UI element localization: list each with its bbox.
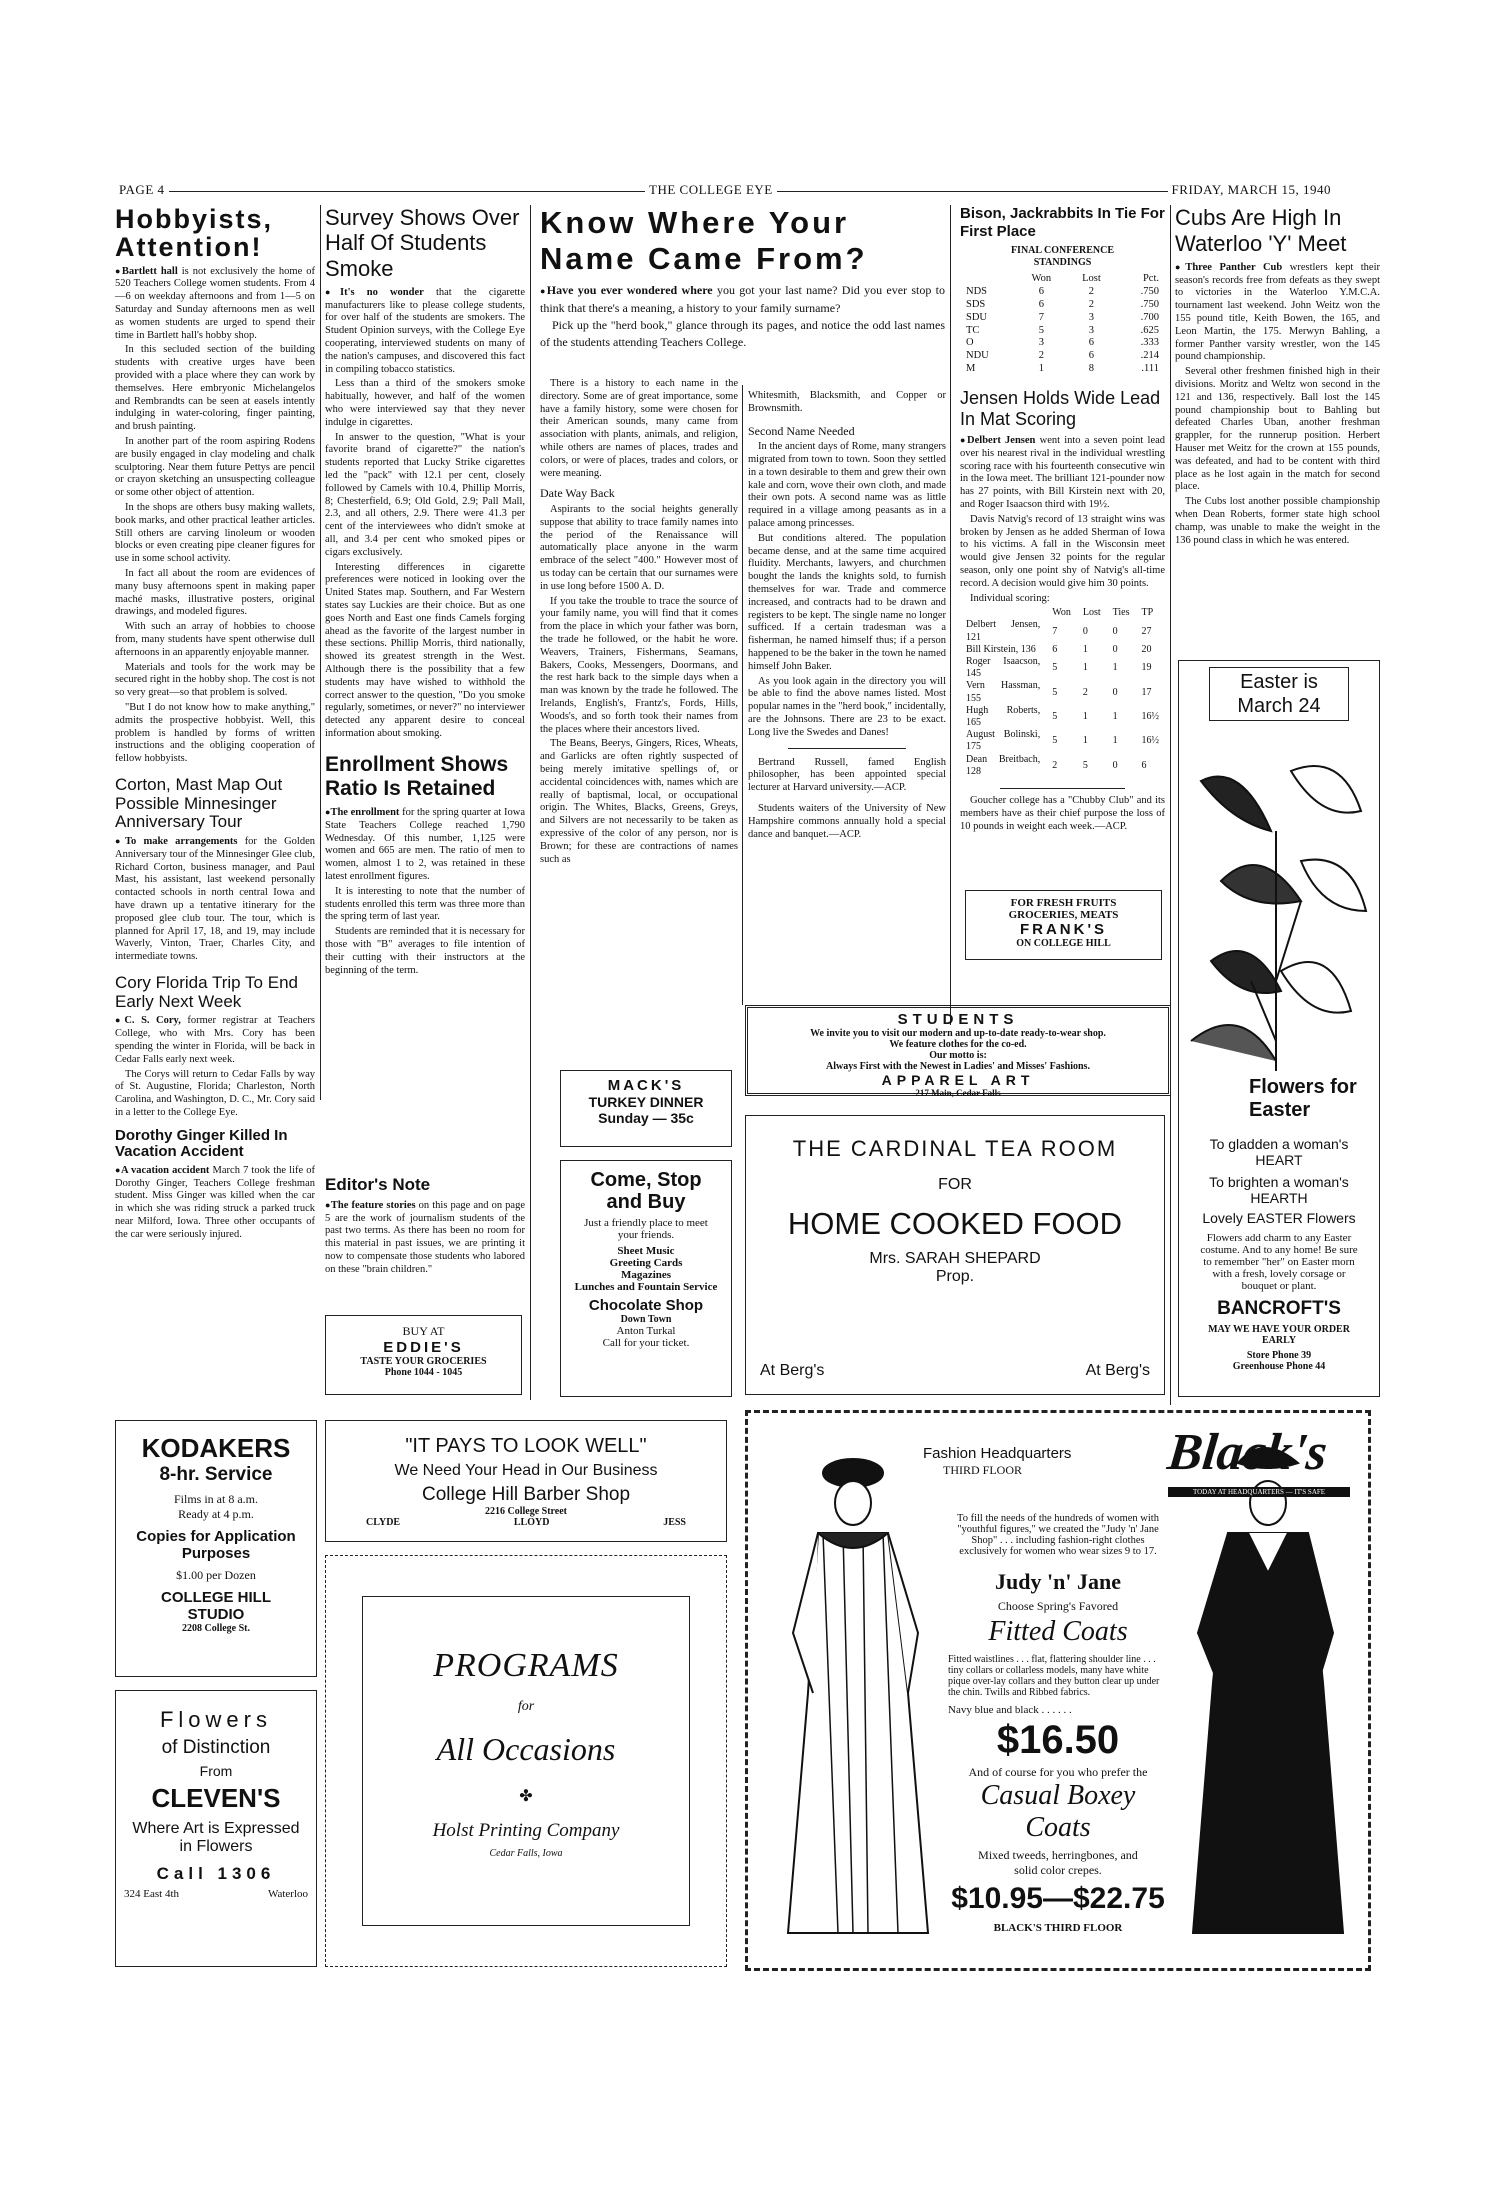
standings-row: M 1 8 .111: [966, 362, 1159, 374]
scoring-row: Hugh Roberts, 165 5 1 1 16½: [966, 704, 1159, 728]
bancrofts-easter-ad: Easter is March 24 Flowers for Easter To gladden a woman's HEART To brighten a woman's HEARTH Lovely EASTER Flowers Flowers add charm to any Easter costume. And to any home! Be sure to remember "her" on Easter morn with a fresh, lovely corsage or bouquet or plant. BANCROFT'S MAY WE HAVE YOUR ORDER EARLY Store Phone 39 Greenhouse Phone 44: [1178, 660, 1380, 1397]
scoring-row: Bill Kirstein, 136 6 1 0 20: [966, 643, 1152, 655]
issue-date: FRIDAY, MARCH 15, 1940: [1168, 182, 1335, 198]
name-article-col-b: Whitesmith, Blacksmith, and Copper or Brownsmith. Second Name Needed In the ancient days of Rome, many strangers migrated from town to town. Soon they settled in a town desirable to them and grew their own kale and corn, wove their own cloth, and made their own pots. A second name was as little required in a village among peasants as in a palace among princesses. But conditions altered. The population became dense, and at the same time acquired fluidity. Merchants, lawyers, and churchmen bought the lands the knights sold, to furnish themselves for war. Trade and commerce increased, and contracts had to be drawn and registers to be kept. The single name no longer sufficed. If a certain tradesman was a fisherman, he named himself thus; if a person happened to be the baker in the town he named himself John Baker. As you look again in the directory you will be able to find the above names listed. Most popular names in the "herd book," incidentally, are the Johnsons. There are 23 to be exact. Long live the Swedes and Danes! Bertrand Russell, famed English philosopher, has been appointed special lecturer at Harvard university.—ACP. Students waiters of the University of New Hampshire commons annually hold a special dance and banquet.—ACP.: [748, 390, 947, 840]
standings-row: NDS 6 2 .750: [966, 286, 1159, 298]
cory-headline: Cory Florida Trip To End Early Next Week: [115, 973, 298, 1011]
macks-ad: MACK'S TURKEY DINNER Sunday — 35c: [560, 1070, 732, 1147]
editor-note: Editor's Note ● The feature stories on this page and on page 5 are the work of journalism students of the past two terms. As there has been no room for this material in past issues, we are printing it now to compensate those students who labored on these "brain children.": [325, 1175, 525, 1305]
corton-headline: Corton, Mast Map Out Possible Minnesinger Anniversary Tour: [115, 774, 283, 832]
scoring-row: August Bolinski, 175 5 1 1 16½: [966, 729, 1159, 753]
name-article-head: Know Where Your Name Came From? ● Have you ever wondered where you got your last name? Did you ever stop to think that there's a meaning, a history to your family surname? Pick up the "herd book," glance through its pages, and notice the odd last names of the students attending Teachers College.: [540, 205, 945, 385]
masthead: [115, 180, 1335, 202]
blacks-fashion-ad: Fashion Headquarters THIRD FLOOR Black's TODAY AT HEADQUARTERS — IT'S SAFE To fill the needs of the hundreds of women with "youthful figures," we created the "Judy 'n' Jane Shop" . . . including fashion-right clothes exclusively for women who wear sizes 9 to 17. Judy 'n' Jane Choose Spring's Favored Fitted Coats Fitted waistlines . . . flat, flattering shoulder line . . . tiny collars or collarless models, many have white pique over-lay collars and they button clear up under the chin. Twills and Ribbed fabrics. Navy blue and black . . . . . . $16.50 And of course for you who prefer the Casual Boxey Coats Mixed tweeds, herringbones, and solid color crepes. $10.95—$22.75 BLACK'S THIRD FLOOR: [745, 1410, 1371, 1971]
column-1: Hobbyists, Attention! ● Bartlett hall is not exclusively the home of 520 Teachers College women students. From 4—6 on weekday afternoons and from 1—5 on Saturday and Sunday afternoons men as well as women students are urged to spend their time in Bartlett hall's hobby shop. In this secluded section of the building students with creative urges have been provided with a place where they can work by themselves. Here embryonic Michelangelos and Rembrandts can be seen at easels intently indulging in water-coloring, finger painting, and brush painting. In another part of the room aspiring Rodens are busily engaged in clay modeling and chalk sculptoring. Near them future Pettys are pencil or crayon sketching an unsuspecting colleague or some other object of attention. In the shops are others busy making wallets, book marks, and other practical leather articles. Still others are carving linoleum or wooden blocks or even creating pipe cleaner figures for use in some school activity. In fact all about the room are evidences of many busy afternoons spent in making paper maché masks, illustrative posters, original drawings, and modeled figures. With such an array of hobbies to choose from, many students have spent otherwise dull afternoons in an apparently enjoyable manner. Materials and tools for the work may be secured right in the hobby shop. The cost is not so very great—so that problem is solved. "But I do not know how to make anything," admits the prospective hobbyist. Well, this problem is handled by forms of written instructions and the obliging cooperation of fellow hobbyists. Corton, Mast Map Out Possible Minnesinger Anniversary Tour ● To make arrangements for the Golden Anniversary tour of the Minnesinger Glee club, Richard Corton, business manager, and Paul Mast, his assistant, last weekend personally contacted schools in north central Iowa and have drawn up a tentative itinerary for the proposed glee club tour. The tour, which is planned for April 17, 18, and 19, may include Waverly, Vinton, Traer, Charles City, and intermediate towns. Cory Florida Trip To End Early Next Week ● C. S. Cory, former registrar at Teachers College, who with Mrs. Cory has been spending the winter in Florida, will be back in Cedar Falls early next week. The Corys will return to Cedar Falls by way of St. Augustine, Florida; Charleston, North Carolina, and Washington, D. C., Mr. Cory said in a letter to the College Eye. Dorothy Ginger Killed In Vacation Accident ● A vacation accident March 7 took the life of Dorothy Ginger, Teachers College freshman student. Miss Ginger was killed when the car in which she was riding struck a parked truck near Milford, Iowa. Three other occupants of the car were seriously injured.: [115, 205, 315, 1095]
clevens-ad: Flowers of Distinction From CLEVEN'S Where Art is Expressed in Flowers Call 1306 324 East 4th Waterloo: [115, 1690, 317, 1967]
standings-row: SDU 7 3 .700: [966, 311, 1159, 323]
enrollment-headline: Enrollment Shows Ratio Is Retained: [325, 752, 509, 800]
lily-illustration: [1181, 741, 1376, 1071]
hobbyists-headline: Hobbyists, Attention!: [115, 204, 274, 263]
standings-row: NDU 2 6 .214: [966, 350, 1159, 362]
holst-printing-ad: PROGRAMS for All Occasions ✤ Holst Printing Company Cedar Falls, Iowa: [325, 1555, 727, 1967]
page-number: PAGE 4: [115, 182, 169, 198]
kodakers-ad: KODAKERS 8-hr. Service Films in at 8 a.m. Ready at 4 p.m. Copies for Application Purposes $1.00 per Dozen COLLEGE HILL STUDIO 2208 College St.: [115, 1420, 317, 1677]
scoring-row: Roger Isaacson, 145 5 1 1 19: [966, 656, 1152, 680]
woman-coat-illustration-right: [1168, 1433, 1358, 1953]
eddies-ad: BUY AT EDDIE'S TASTE YOUR GROCERIES Phone 1044 - 1045: [325, 1315, 522, 1395]
name-headline: Know Where Your Name Came From?: [540, 205, 868, 276]
scoring-row: Vern Hassman, 155 5 2 0 17: [966, 680, 1152, 704]
standings-row: TC 5 3 .625: [966, 324, 1159, 336]
ginger-headline: Dorothy Ginger Killed In Vacation Accident: [115, 1126, 288, 1161]
standings-row: SDS 6 2 .750: [966, 298, 1159, 310]
name-article-col-a: There is a history to each name in the directory. Some are of great importance, some have a family history, some were chosen for their American sounds, many came from association with plants, animals, and religion, while others are names of places, trades and colors, or were of places, trades and colors, or were meaning. Date Way Back Aspirants to the social heights generally suppose that ability to trace family names into the period of the Renaissance will automatically place anyone in the warm embrace of the select "400." However most of us today can be certain that our surnames were in use long before 1500 A. D. If you take the trouble to trace the source of your family name, you will find that it comes from the place in which your father was born, the trade he followed, or the habit he wore. Weavers, Trainers, Fishermans, Seamans, Bakers, Cooks, Messengers, Doormans, and the rest hark back to the simple days when a man was known by the trade he followed. The Irelands, English's, Frantz's, Fords, Hills, Woods's, and so forth took their names from the places where their ancestors lived. The Beans, Beerys, Gingers, Rices, Wheats, and Garlicks are often rightly suspected of being merely imitative spellings of, or accidental coincidences with, names which are really of baptismal, local, or occupational origin. The Whites, Blacks, Greens, Greys, and Silvers are not necessarily to be taken as expressive of the color of any person, nor is Brown; for these are contractions of names such as: [540, 378, 738, 865]
chocolate-shop-ad: Come, Stop and Buy Just a friendly place to meet your friends. Sheet Music Greeting Cards Magazines Lunches and Fountain Service Chocolate Shop Down Town Anton Turkal Call for your ticket.: [560, 1160, 732, 1397]
scoring-table: Won Lost Ties TP Delbert Jensen, 121 7 0 0 27 Bill Kirstein, 136 6 1 0 20 Roger Isaacson, 145 5 1 1 19 Vern Hassman, 155 5 2 0 17 Hugh Roberts, 165 5 1 1 16½ August Bolinski, 175 5 1 1 16½ Dean Breitbach, 128 2 5 0 6: [960, 607, 1165, 778]
column-2: Survey Shows Over Half Of Students Smoke ● It's no wonder that the cigarette manufacturers like to please college students, for over half of the students are smokers. The Student Opinion surveys, with the College Eye cooperating, interviewed students on many of the nation's campuses, and discovered this fact in compiling tobacco statistics. Less than a third of the smokers smoke habitually, however, and half of the women who were interviewed say that they never indulge in cigarettes. In answer to the question, "What is your favorite brand of cigarette?" the nation's students reported that Lucky Strike cigarettes led the "pack" with 12.1 per cent, closely followed by Camels with 10.4, Phillip Morris, 8; Chesterfield, 6.9; Old Gold, 2.9; Pall Mall, 2.3, and all others, 2.9. There were 41.3 per cent of the interviewees who didn't smoke at all, and 3.4 per cent who smoked pipes or cigars exclusively. Interesting differences in cigarette preferences were noticed in looking over the United States map. Southern, and Far Western states say Luckies are their choice. But as one goes North and East one finds Camels forging ahead as the favorite of the largest number in these sections. Phillip Morris, third nationally, showed its greatest strength in the West. Although there is the possibility that a few students may have wished to withhold the correct answer to the question, "Do you smoke regularly, sometimes, or never?" no interviewer detected any apparent desire to conceal information about smoking. Enrollment Shows Ratio Is Retained ● The enrollment for the spring quarter at Iowa State Teachers College reached 1,790 Wednesday. Of this number, 1,125 were women and 665 are men. The ratio of men to women, almost 1 to 2, was retained in these latest enrollment figures. It is interesting to note that the number of students enrolled this term was three more than the spring term of last year. Students are reminded that it is necessary for those with "B" averages to file intention of their cutting with their instructors at the beginning of the term.: [325, 205, 525, 860]
apparel-art-ad: STUDENTS We invite you to visit our modern and up-to-date ready-to-wear shop. We feature clothes for the co-ed. Our motto is: Always First with the Newest in Ladies' and Misses' Fashions. APPAREL ART 217 Main, Cedar Falls: [745, 1005, 1171, 1096]
cardinal-tea-room-ad: THE CARDINAL TEA ROOM FOR HOME COOKED FOOD Mrs. SARAH SHEPARD Prop. At Berg's At Berg's: [745, 1115, 1165, 1395]
scoring-row: Delbert Jensen, 121 7 0 0 27: [966, 619, 1152, 643]
cubs-headline: Cubs Are High In Waterloo 'Y' Meet: [1175, 205, 1347, 257]
standings-row: O 3 6 .333: [966, 337, 1159, 349]
scoring-row: Dean Breitbach, 128 2 5 0 6: [966, 753, 1147, 777]
woman-coat-illustration-left: [758, 1433, 948, 1953]
ornament-icon: ✤: [519, 1788, 533, 1805]
paper-name: THE COLLEGE EYE: [645, 182, 777, 198]
standings-table: Won Lost Pct. NDS 6 2 .750 SDS 6 2 .750 SDU 7 3 .700 TC 5 3 .625 O 3 6 .333 NDU 2 6 .214 M 1 8 .111: [960, 273, 1165, 375]
column-6: Cubs Are High In Waterloo 'Y' Meet ● Three Panther Cub wrestlers kept their season's records free from defeats as they swept to victories in the Waterloo Y.M.C.A. tournament last weekend. John Weitz won the 155 pound title, Keith Bowen, the 165, and Leon Martin, the 175. Merwyn Bahling, a former Panther varsity wrestler, won the 145 pound championship. Several other freshmen finished high in their divisions. Moritz and Weltz won second in the 121 and 136, respectively. Ball lost the 145 pound championship bout to Bahling but defeated Charles Uban, another freshman grappler, for the runnerup position. Herbert Hauser met Weitz for the crown at 155 pounds, was defeated, and had to be content with third place as he lost again in the match for second place. The Cubs lost another possible championship when Dean Roberts, former state high school champ, was unable to make the weight in the 136 pound class in which he was entered.: [1175, 205, 1380, 655]
jensen-headline: Jensen Holds Wide Lead In Mat Scoring: [960, 387, 1161, 430]
franks-ad: FOR FRESH FRUITS GROCERIES, MEATS FRANK'S ON COLLEGE HILL: [965, 890, 1162, 960]
blacks-logo: Black's: [1165, 1424, 1330, 1481]
barber-shop-ad: "IT PAYS TO LOOK WELL" We Need Your Head in Our Business College Hill Barber Shop 2216 College Street CLYDE LLOYD JESS: [325, 1420, 727, 1542]
column-5: Bison, Jackrabbits In Tie For First Place FINAL CONFERENCE STANDINGS Won Lost Pct. NDS 6 2 .750 SDS 6 2 .750 SDU 7 3 .700 TC 5 3 .625 O 3 6 .333 NDU 2 6 .214 M 1 8 .111 Jensen Holds Wide Lead In Mat Scoring ● Delbert Jensen went into a seven point lead over his nearest rival in the individual wrestling scoring race with his fourteenth consecutive win in the Iowa meet. The brilliant 121-pounder now has 27 points, with Bill Kirstein next with 20, and Roger Isaacson third with 19½. Davis Natvig's record of 13 straight wins was broken by Jensen as he added Sherman of Iowa to his victims. A fall in the Wisconsin meet would give Jensen 32 points for the regular season, only one point shy of Natvig's all-time record. A decision would give him 30 points. Individual scoring: Won Lost Ties TP Delbert Jensen, 121 7 0 0 27 Bill Kirstein, 136 6 1 0 20 Roger Isaacson, 145 5 1 1 19 Vern Hassman, 155 5 2 0 17 Hugh Roberts, 165 5 1 1 16½ August Bolinski, 175 5 1 1 16½ Dean Breitbach, 128 2 5 0 6 Goucher college has a "Chubby Club" and its members have as their chief purpose the loss of 10 pounds in weight each week.—ACP.: [960, 205, 1165, 895]
editor-headline: Editor's Note: [325, 1175, 431, 1194]
bison-headline: Bison, Jackrabbits In Tie For First Place: [960, 205, 1165, 240]
survey-headline: Survey Shows Over Half Of Students Smoke: [325, 205, 520, 281]
